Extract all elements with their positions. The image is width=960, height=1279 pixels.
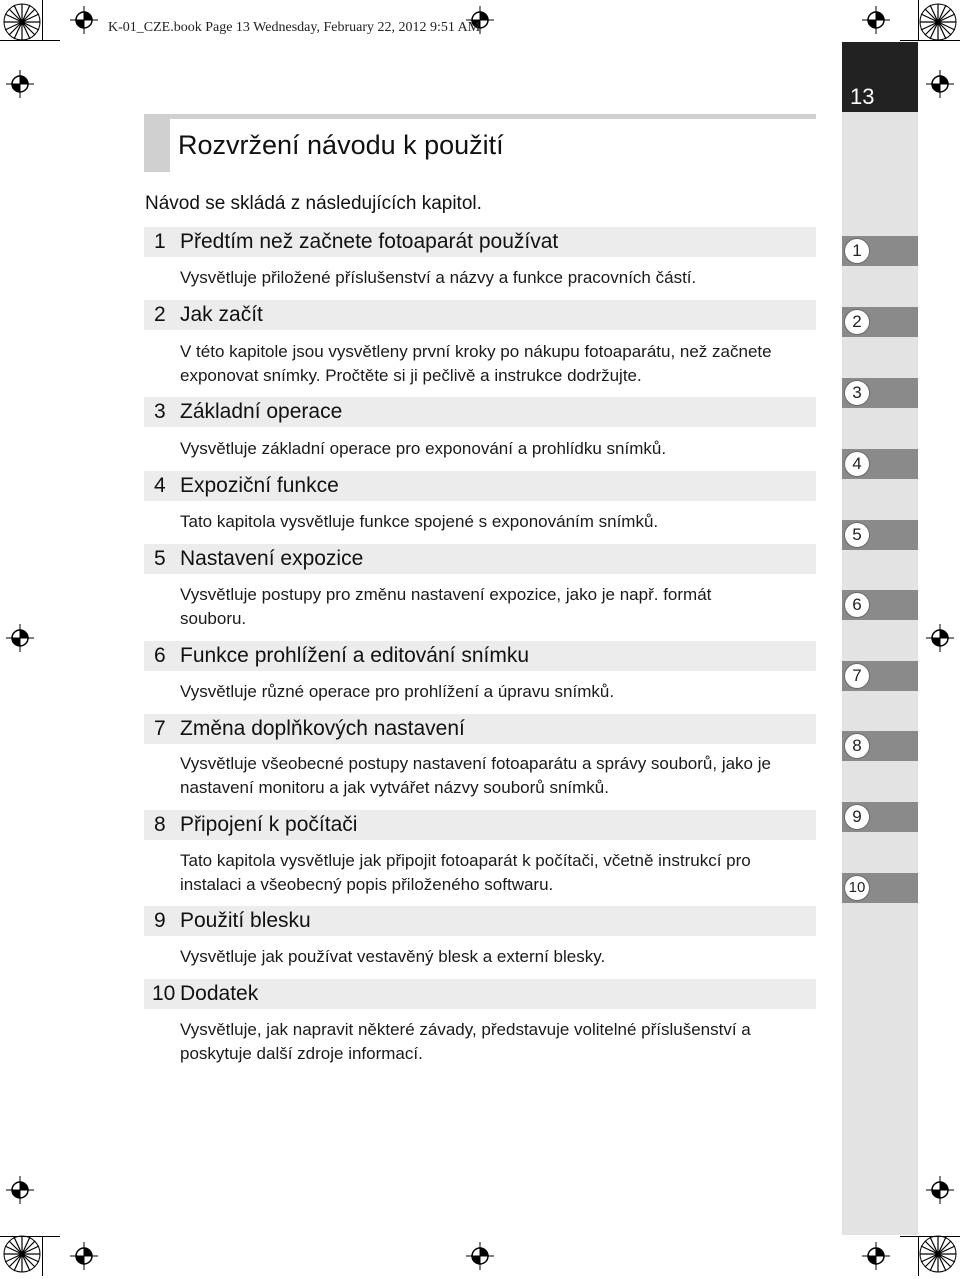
chapter-number: 6	[154, 644, 166, 667]
page-title: Rozvržení návodu k použití	[178, 130, 504, 160]
chapter-tab-number: 3	[844, 380, 870, 406]
star-target-icon	[918, 2, 958, 42]
chapter-description: Vysvětluje jak používat vestavěný blesk a externí blesky.	[180, 947, 606, 966]
chapter-heading	[144, 300, 816, 330]
chapter-title: Dodatek	[180, 982, 259, 1005]
chapter-number: 7	[154, 717, 166, 740]
chapter-heading	[144, 544, 816, 574]
chapter-heading	[144, 227, 816, 257]
chapter-number: 4	[154, 474, 166, 497]
page-title-bar	[144, 114, 816, 172]
chapter-heading	[144, 641, 816, 671]
intro-text: Návod se skládá z následujících kapitol.	[145, 193, 482, 214]
chapter-title: Základní operace	[180, 400, 343, 423]
registration-mark-icon	[862, 6, 890, 34]
chapter-tab-10[interactable]	[842, 873, 918, 903]
chapter-description: Vysvětluje různé operace pro prohlížení a úpravu snímků.	[180, 682, 615, 701]
chapter-number: 9	[154, 909, 166, 932]
chapter-tab-8[interactable]	[842, 731, 918, 761]
chapter-tab-3[interactable]	[842, 378, 918, 408]
registration-mark-icon	[70, 6, 98, 34]
chapter-description: Vysvětluje základní operace pro exponování a prohlídku snímků.	[180, 439, 667, 458]
chapter-description: Vysvětluje přiložené příslušenství a názvy a funkce pracovních částí.	[180, 268, 697, 287]
crop-mark	[42, 1236, 43, 1276]
chapter-title: Nastavení expozice	[180, 547, 364, 570]
chapter-description: Vysvětluje všeobecné postupy nastavení fotoaparátu a správy souborů, jako je nastavení monitoru a jak vytvářet názvy souborů snímků.	[180, 754, 771, 797]
registration-mark-icon	[466, 1242, 494, 1270]
chapter-number: 5	[154, 547, 166, 570]
chapter-heading	[144, 979, 816, 1009]
chapter-title: Změna doplňkových nastavení	[180, 717, 465, 740]
chapter-heading	[144, 810, 816, 840]
chapter-tab-4[interactable]	[842, 449, 918, 479]
chapter-number: 10	[152, 982, 176, 1005]
chapter-description: Vysvětluje postupy pro změnu nastavení expozice, jako je např. formát souboru.	[180, 585, 712, 628]
chapter-number: 8	[154, 813, 166, 836]
chapter-title: Expoziční funkce	[180, 474, 339, 497]
chapter-number: 2	[154, 303, 166, 326]
chapter-number: 3	[154, 400, 166, 423]
file-info-header: K-01_CZE.book Page 13 Wednesday, February 22, 2012 9:51 AM	[108, 20, 481, 35]
chapter-title: Použití blesku	[180, 909, 311, 932]
chapter-heading	[144, 471, 816, 501]
registration-mark-icon	[6, 70, 34, 98]
chapter-tab-number: 5	[844, 522, 870, 548]
registration-mark-icon	[926, 1176, 954, 1204]
chapter-tab-1[interactable]	[842, 236, 918, 266]
registration-mark-icon	[926, 70, 954, 98]
chapter-tab-7[interactable]	[842, 661, 918, 691]
page-number-tab	[842, 42, 918, 112]
chapter-title: Funkce prohlížení a editování snímku	[180, 644, 530, 667]
registration-mark-icon	[6, 624, 34, 652]
chapter-tab-5[interactable]	[842, 520, 918, 550]
chapter-tab-6[interactable]	[842, 590, 918, 620]
chapter-title: Připojení k počítači	[180, 813, 358, 836]
registration-mark-icon	[862, 1242, 890, 1270]
chapter-tab-9[interactable]	[842, 802, 918, 832]
chapter-tab-2[interactable]	[842, 307, 918, 337]
chapter-description: Tato kapitola vysvětluje funkce spojené s exponováním snímků.	[180, 512, 659, 531]
chapter-tab-number: 4	[844, 451, 870, 477]
chapter-number: 1	[154, 230, 166, 253]
star-target-icon	[2, 2, 42, 42]
chapter-tab-number: 8	[844, 733, 870, 759]
chapter-title: Předtím než začnete fotoaparát používat	[180, 230, 559, 253]
chapter-heading	[144, 714, 816, 744]
chapter-tab-number: 2	[844, 309, 870, 335]
chapter-tab-number: 6	[844, 592, 870, 618]
chapter-heading	[144, 397, 816, 427]
chapter-description: V této kapitole jsou vysvětleny první kroky po nákupu fotoaparátu, než začnete exponovat snímky. Pročtěte si ji pečlivě a instrukce dodržujte.	[180, 342, 772, 385]
chapter-tab-number: 10	[844, 875, 870, 901]
chapter-description: Tato kapitola vysvětluje jak připojit fotoaparát k počítači, včetně instrukcí pro instalaci a všeobecný popis přiloženého softwaru.	[180, 851, 751, 894]
star-target-icon	[918, 1234, 958, 1274]
chapter-tab-number: 1	[844, 238, 870, 264]
registration-mark-icon	[926, 624, 954, 652]
registration-mark-icon	[70, 1242, 98, 1270]
registration-mark-icon	[6, 1176, 34, 1204]
chapter-heading	[144, 906, 816, 936]
chapter-title: Jak začít	[180, 303, 263, 326]
chapter-tab-number: 9	[844, 804, 870, 830]
page-number: 13	[850, 84, 875, 109]
chapter-description: Vysvětluje, jak napravit některé závady, představuje volitelné příslušenství a poskytuje další zdroje informací.	[180, 1020, 751, 1063]
star-target-icon	[2, 1234, 42, 1274]
crop-mark	[42, 0, 43, 40]
chapter-tab-number: 7	[844, 663, 870, 689]
